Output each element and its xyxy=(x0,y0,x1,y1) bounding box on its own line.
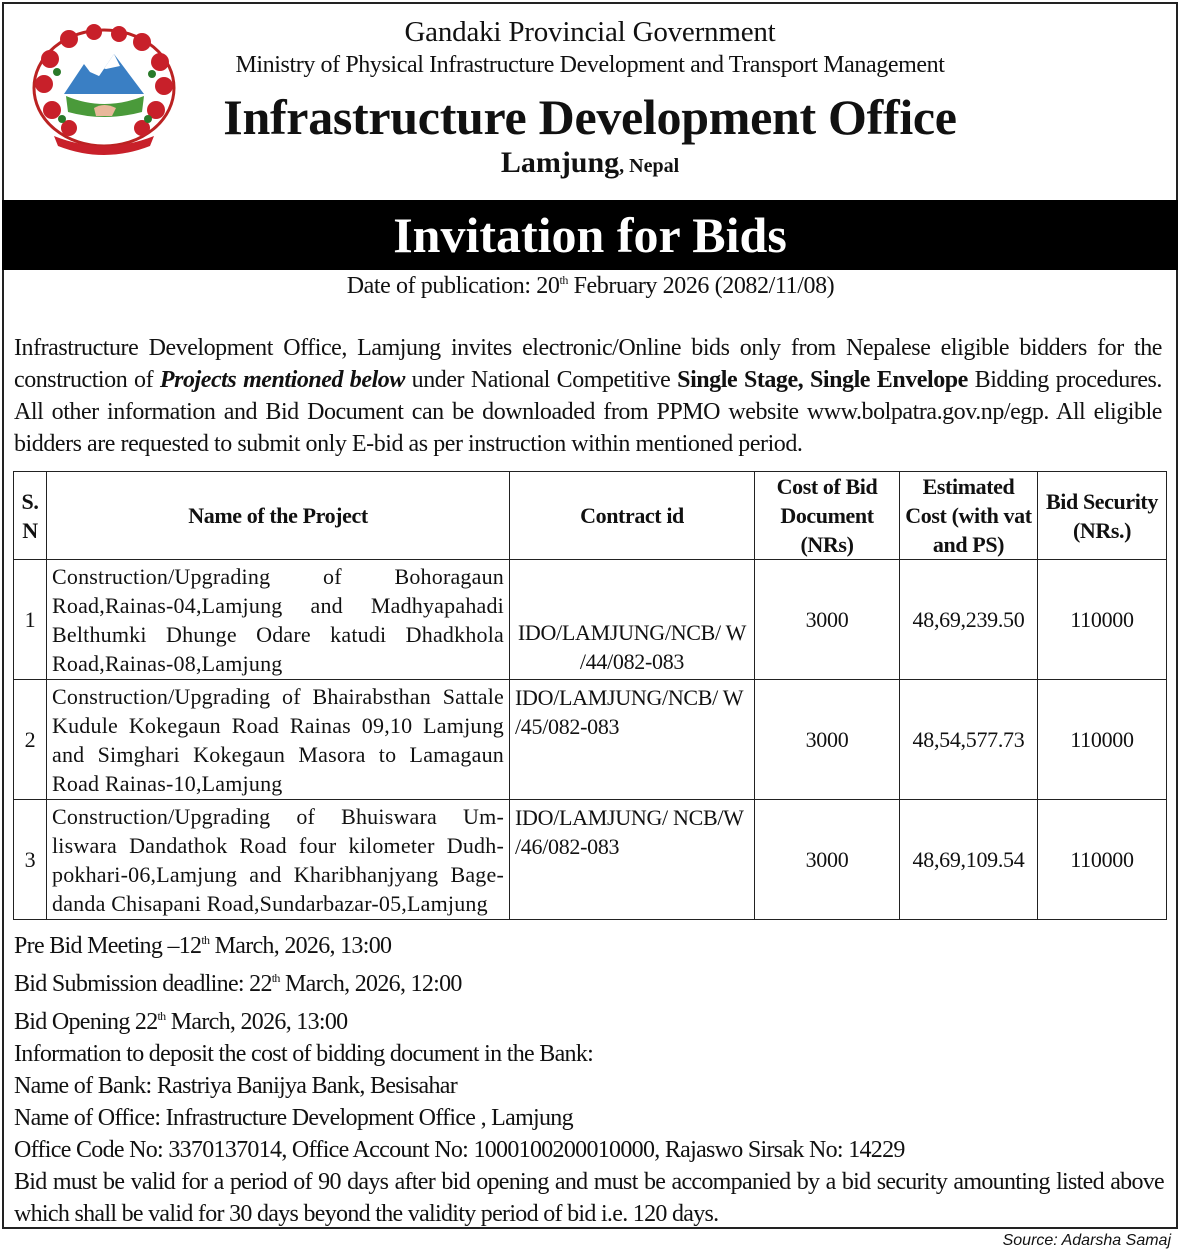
intro-emphasis: Projects mentioned below xyxy=(159,367,405,393)
date-sup: th xyxy=(559,273,568,287)
publication-date xyxy=(0,273,1181,300)
cell-contract-id: IDO/LAMJUNG/ NCB/W /46/082-083 xyxy=(510,800,755,920)
submission-sup: th xyxy=(271,971,280,985)
date-prefix: Date of publication: 20 xyxy=(346,273,560,299)
district: Lamjung xyxy=(500,146,620,179)
cell-estimated-cost: 48,69,239.50 xyxy=(900,560,1038,680)
header-estimated-cost: Estimated Cost (with vat and PS) xyxy=(900,472,1038,560)
bid-opening xyxy=(14,1000,1164,1038)
cell-bid-security: 110000 xyxy=(1038,560,1167,680)
submission-text: Bid Submission deadline: 22 xyxy=(14,971,272,997)
table-row xyxy=(14,800,1167,920)
header-sn: S. N xyxy=(14,472,47,560)
cell-sn: 3 xyxy=(14,800,47,920)
ministry-name: Ministry of Physical Infrastructure Development and Transport Management xyxy=(235,52,945,78)
cell-bid-security: 110000 xyxy=(1038,800,1167,920)
deposit-info: Information to deposit the cost of bidding document in the Bank: xyxy=(14,1041,594,1067)
cell-project: Construction/Upgrading of Bhairabsthan Sattale Kudule Kokegaun Road Rainas 09,10 Lamjung and Simghari Kokegaun Masora to Lamagaun Road Rainas-10,Lamjung xyxy=(47,680,510,800)
cell-project: Construction/Upgrading of Bhuiswara Um-liswara Dandathok Road four kilometer Dudh-pokhari-06,Lamjung and Kharibhanjyang Bage-danda Chisapani Road,Sundarbazar-05,Lamjung xyxy=(47,800,510,920)
government-name: Gandaki Provincial Government xyxy=(404,16,776,48)
header-project: Name of the Project xyxy=(47,472,510,560)
intro-paragraph xyxy=(14,332,1162,460)
header-bid-security: Bid Security (NRs.) xyxy=(1038,472,1167,560)
bank-name: Name of Bank: Rastriya Banijya Bank, Besisahar xyxy=(14,1073,458,1099)
intro-text: . All eligible bidders are requested to submit only E-bid as per instruction within mentioned period. xyxy=(14,399,1162,457)
pre-bid-meeting xyxy=(14,924,1164,962)
opening-text: March, 2026, 13:00 xyxy=(165,1009,348,1035)
office-location xyxy=(190,146,990,180)
table-row xyxy=(14,680,1167,800)
office-codes: Office Code No: 3370137014, Office Account No: 1000100200010000, Rajaswo Sirsak No: 14229 xyxy=(14,1137,905,1163)
cell-bid-doc-cost: 3000 xyxy=(755,560,900,680)
header-contract-id: Contract id xyxy=(510,472,755,560)
pre-bid-sup: th xyxy=(201,933,210,947)
source-credit: Source: Adarsha Samaj xyxy=(1002,1232,1171,1249)
cell-sn: 1 xyxy=(14,560,47,680)
intro-text: Bidding procedures. All other information and Bid Document can be downloaded from PPMO website xyxy=(14,367,1162,425)
office-name: Infrastructure Development Office xyxy=(223,89,957,145)
pre-bid-text: Pre Bid Meeting –12 xyxy=(14,933,202,959)
ppmo-link[interactable]: www.bolpatra.gov.np/egp xyxy=(806,399,1044,425)
cell-project: Construction/Upgrading of Bohoragaun Road,Rainas-04,Lamjung and Madhyapahadi Belthumki Dhunge Odare katudi Dhadkhola Road,Rainas-08,Lamjung xyxy=(47,560,510,680)
table-header-row xyxy=(14,472,1167,560)
projects-table xyxy=(13,471,1167,920)
intro-text: Infrastructure Development Office, Lamjung invites electronic/Online bids only from Nepalese eligible bidders for the construction of xyxy=(14,335,1162,393)
submission-deadline xyxy=(14,962,1164,1000)
notice-title: Invitation for Bids xyxy=(2,200,1178,270)
submission-text: March, 2026, 12:00 xyxy=(279,971,462,997)
country: , Nepal xyxy=(619,155,680,177)
pre-bid-text: March, 2026, 13:00 xyxy=(209,933,392,959)
intro-text: under National Competitive xyxy=(404,367,678,393)
header-bid-doc-cost: Cost of Bid Document (NRs) xyxy=(755,472,900,560)
table-row xyxy=(14,560,1167,680)
cell-bid-doc-cost: 3000 xyxy=(755,680,900,800)
office-name-line: Name of Office: Infrastructure Development Office , Lamjung xyxy=(14,1105,573,1131)
cell-bid-security: 110000 xyxy=(1038,680,1167,800)
cell-contract-id: IDO/LAMJUNG/NCB/ W /45/082-083 xyxy=(510,680,755,800)
intro-bold: Single Stage, Single Envelope xyxy=(677,367,968,393)
date-suffix: February 2026 (2082/11/08) xyxy=(568,273,835,299)
cell-contract-id: IDO/LAMJUNG/NCB/ W /44/082-083 xyxy=(510,560,755,680)
opening-text: Bid Opening 22 xyxy=(14,1009,158,1035)
cell-estimated-cost: 48,54,577.73 xyxy=(900,680,1038,800)
cell-sn: 2 xyxy=(14,680,47,800)
validity-note: Bid must be valid for a period of 90 days after bid opening and must be accompanied by a bid security amounting listed above which shall be valid for 30 days beyond the validity period of bid i.e. 120 days. xyxy=(14,1169,1164,1227)
cell-estimated-cost: 48,69,109.54 xyxy=(900,800,1038,920)
cell-bid-doc-cost: 3000 xyxy=(755,800,900,920)
opening-sup: th xyxy=(157,1009,166,1023)
bid-details xyxy=(14,924,1164,1230)
nepal-emblem-icon xyxy=(24,24,184,159)
